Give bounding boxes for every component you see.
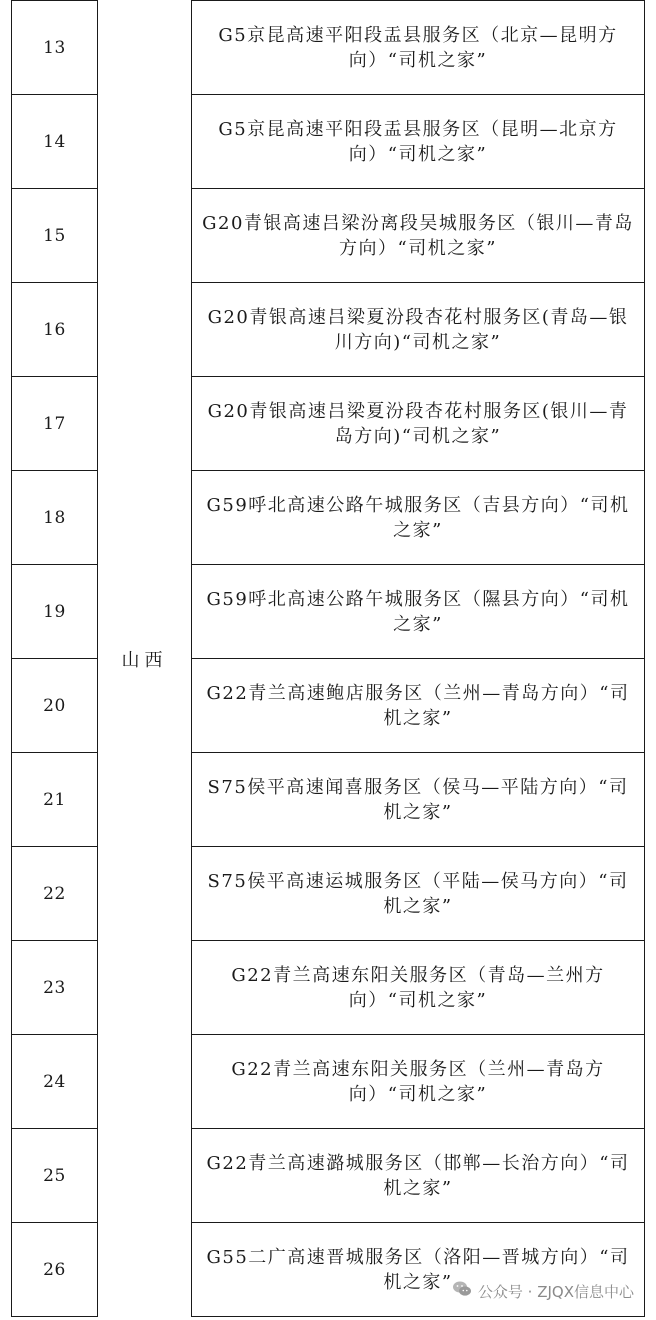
service-area-name: S75侯平高速运城服务区（平陆—侯马方向）“司机之家” xyxy=(192,847,645,941)
service-area-name: G5京昆高速平阳段盂县服务区（昆明—北京方向）“司机之家” xyxy=(192,95,645,189)
row-number: 13 xyxy=(12,1,98,95)
row-number: 17 xyxy=(12,377,98,471)
row-number: 24 xyxy=(12,1035,98,1129)
service-area-name: G22青兰高速东阳关服务区（兰州—青岛方向）“司机之家” xyxy=(192,1035,645,1129)
service-area-name: G59呼北高速公路午城服务区（隰县方向）“司机之家” xyxy=(192,565,645,659)
service-area-name: G22青兰高速潞城服务区（邯郸—长治方向）“司机之家” xyxy=(192,1129,645,1223)
row-number: 14 xyxy=(12,95,98,189)
service-area-name: G55二广高速晋城服务区（洛阳—晋城方向）“司机之家” xyxy=(192,1223,645,1317)
service-area-name: G5京昆高速平阳段盂县服务区（北京—昆明方向）“司机之家” xyxy=(192,1,645,95)
table-row xyxy=(12,1,645,95)
service-area-name: S75侯平高速闻喜服务区（侯马—平陆方向）“司机之家” xyxy=(192,753,645,847)
row-number: 15 xyxy=(12,189,98,283)
service-area-table xyxy=(11,0,645,1317)
wechat-icon xyxy=(452,1280,472,1302)
row-number: 18 xyxy=(12,471,98,565)
service-area-name: G20青银高速吕梁汾离段吴城服务区（银川—青岛方向）“司机之家” xyxy=(192,189,645,283)
service-area-name: G20青银高速吕梁夏汾段杏花村服务区(青岛—银川方向)“司机之家” xyxy=(192,283,645,377)
province-cell: 山西 xyxy=(98,1,192,1317)
table-body xyxy=(12,1,645,1317)
account-watermark xyxy=(452,1280,634,1302)
row-number: 26 xyxy=(12,1223,98,1317)
service-area-name: G20青银高速吕梁夏汾段杏花村服务区(银川—青岛方向)“司机之家” xyxy=(192,377,645,471)
service-area-name: G22青兰高速鲍店服务区（兰州—青岛方向）“司机之家” xyxy=(192,659,645,753)
service-area-name: G59呼北高速公路午城服务区（吉县方向）“司机之家” xyxy=(192,471,645,565)
row-number: 23 xyxy=(12,941,98,1035)
row-number: 21 xyxy=(12,753,98,847)
row-number: 20 xyxy=(12,659,98,753)
row-number: 16 xyxy=(12,283,98,377)
row-number: 25 xyxy=(12,1129,98,1223)
watermark-text: 公众号 · ZJQX信息中心 xyxy=(477,1282,634,1301)
row-number: 22 xyxy=(12,847,98,941)
row-number: 19 xyxy=(12,565,98,659)
service-area-name: G22青兰高速东阳关服务区（青岛—兰州方向）“司机之家” xyxy=(192,941,645,1035)
